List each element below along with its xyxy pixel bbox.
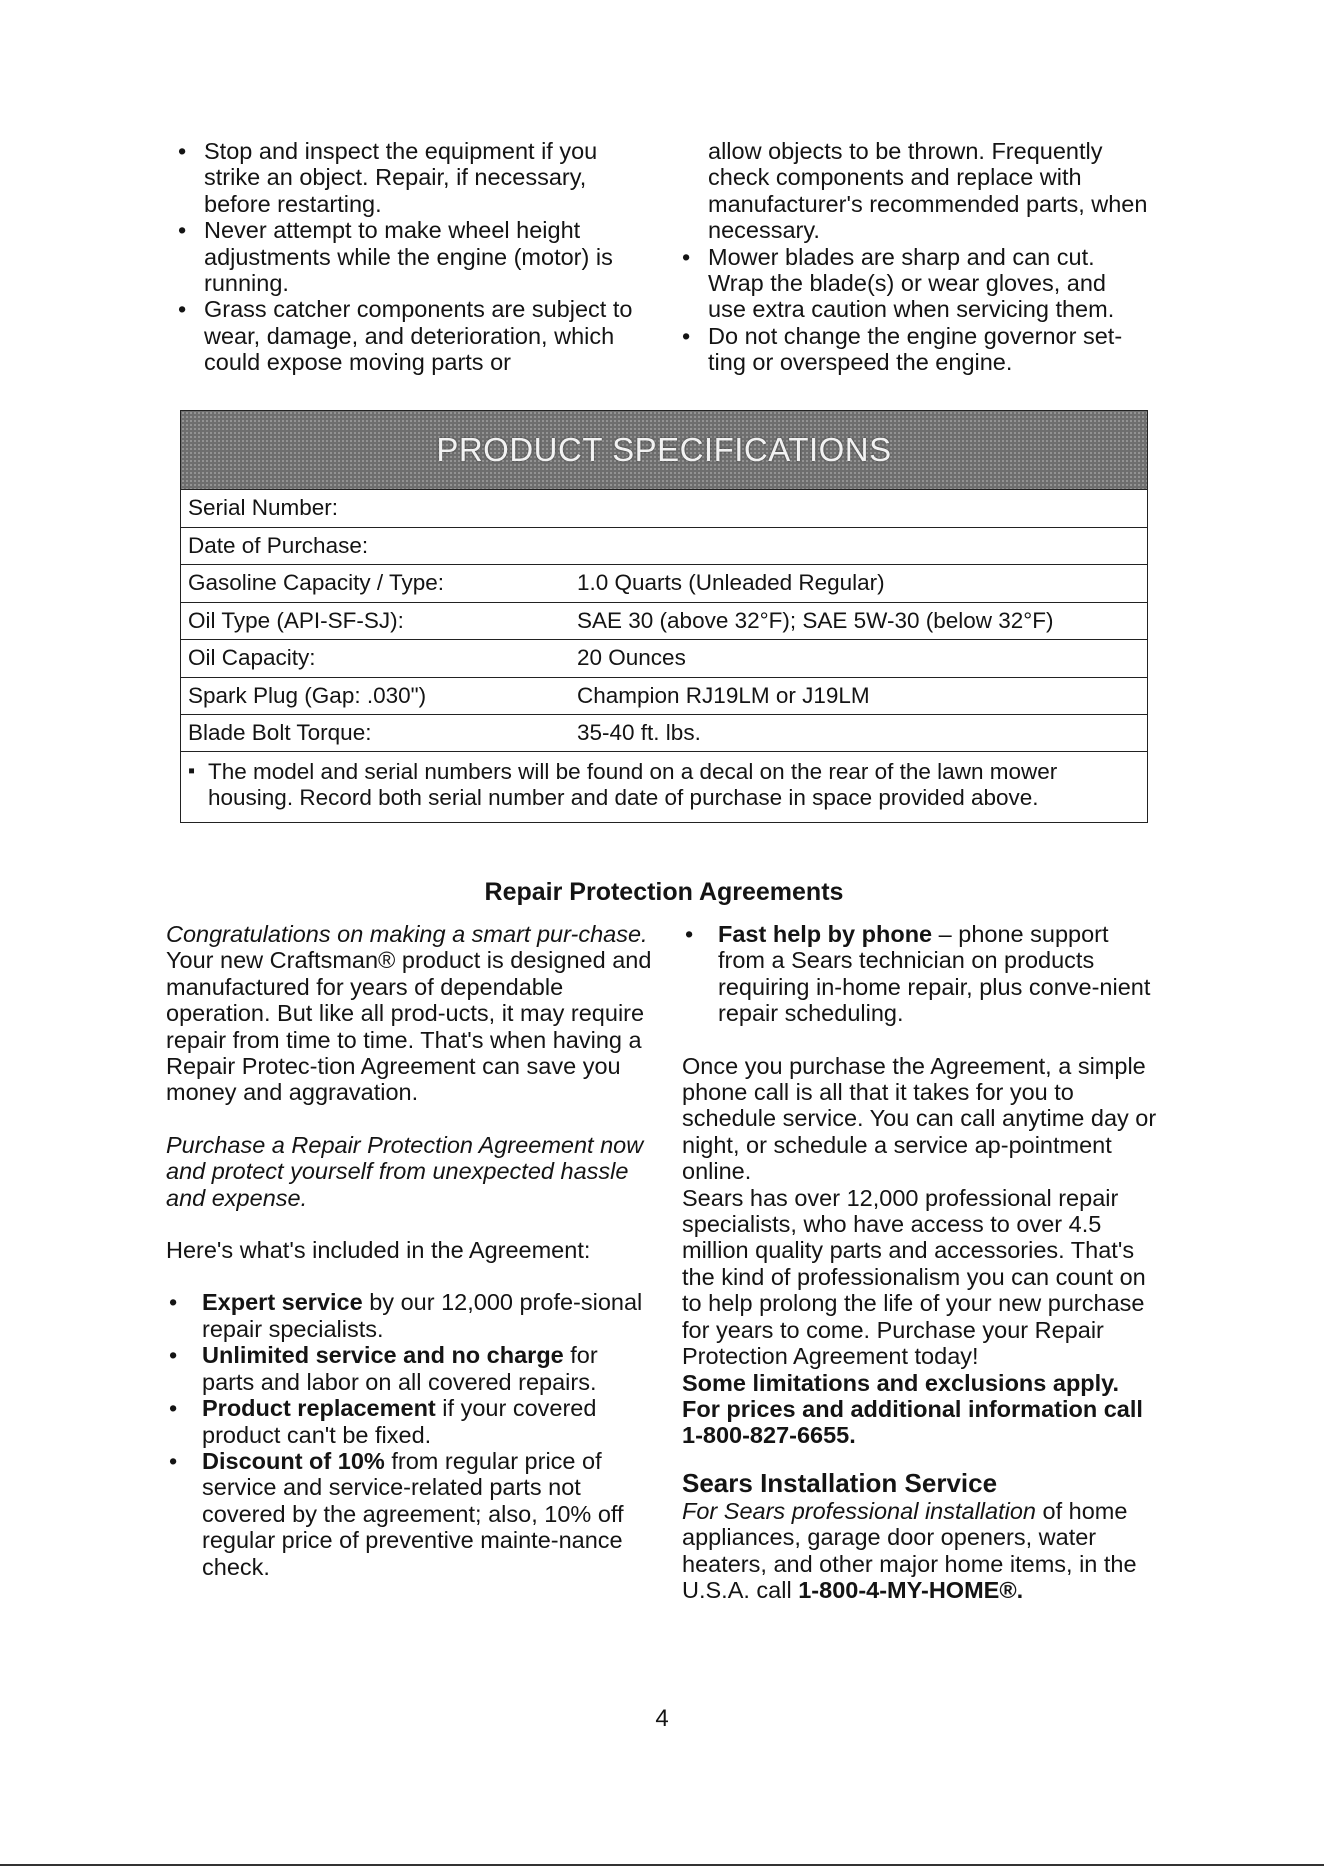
benefit-title: Fast help by phone xyxy=(718,921,933,947)
spec-label: Serial Number: xyxy=(188,495,339,520)
spec-row xyxy=(181,489,1147,527)
installation-text: of home appliances, garage door openers, water heaters, and other major home items, in the U.S.A. call xyxy=(682,1497,1137,1603)
benefit-title: Product replacement xyxy=(202,1395,436,1422)
benefit-text: if your covered product can't be fixed. xyxy=(202,1395,597,1448)
specifications-header xyxy=(181,411,1147,489)
safety-left-column xyxy=(176,138,646,376)
benefit-item xyxy=(166,1448,656,1580)
repair-protection-left-column xyxy=(166,921,656,1580)
repair-protection-heading: Repair Protection Agreements xyxy=(484,878,844,906)
spec-value: 20 Ounces xyxy=(577,645,686,670)
safety-item: • Grass catcher components are subject to wear, damage, and deterioration, which could expose moving parts or xyxy=(176,296,646,375)
safety-right-column xyxy=(680,138,1150,376)
spec-row xyxy=(181,527,1147,565)
benefit-item xyxy=(166,1289,656,1342)
spec-row xyxy=(181,639,1147,677)
intro-paragraph xyxy=(166,921,656,1106)
spec-label: Gasoline Capacity / Type: xyxy=(188,570,444,595)
sears-paragraph: Sears has over 12,000 professional repair specialists, who have access to over 4.5 million quality parts and accessories. That's the kind of professionalism you can count on to help prolong the life of your new purchase for years to come. Purchase your Repair Protection Agreement today! xyxy=(682,1184,1146,1370)
spec-value: Champion RJ19LM or J19LM xyxy=(577,682,870,708)
spec-value: 1.0 Quarts (Unleaded Regular) xyxy=(577,570,885,595)
installation-paragraph xyxy=(682,1498,1162,1604)
repair-protection-right-column xyxy=(682,921,1162,1603)
spec-row xyxy=(181,564,1147,602)
benefit-text: from regular price of service and service-related parts not covered by the agreement; also, 10% off regular price of preventive mainte-nance check. xyxy=(202,1447,624,1580)
safety-item: • Mower blades are sharp and can cut. Wrap the blade(s) or wear gloves, and use extra caution when servicing them. xyxy=(680,244,1150,323)
product-specifications-table xyxy=(180,410,1148,823)
benefit-title: Expert service xyxy=(202,1289,363,1316)
intro-italic: Congratulations on making a smart pur-chase. xyxy=(166,921,648,947)
installation-phone: 1-800-4-MY-HOME®. xyxy=(798,1576,1024,1603)
installation-italic: For Sears professional installation xyxy=(682,1497,1036,1524)
safety-continuation: allow objects to be thrown. Frequently check components and replace with manufacturer's recommended parts, when necessary. xyxy=(708,138,1148,244)
benefit-title: Discount of 10% xyxy=(202,1447,385,1474)
spec-label: Date of Purchase: xyxy=(188,532,369,558)
benefit-text: – phone support from a Sears technician on products requiring in-home repair, plus conve-nient repair scheduling. xyxy=(718,921,1151,1027)
spec-value: SAE 30 (above 32°F); SAE 5W-30 (below 32°F) xyxy=(577,607,1054,633)
installation-heading: Sears Installation Service xyxy=(682,1467,998,1498)
benefit-title: Unlimited service and no charge xyxy=(202,1342,564,1369)
intro-text: Your new Craftsman® product is designed and manufactured for years of dependable operation. But like all prod-ucts, it may require repair from time to time. That's when having a Repair Protec-tion Agreement can save you money and aggravation. xyxy=(166,947,652,1106)
spec-row xyxy=(181,602,1147,640)
safety-item: • Stop and inspect the equipment if you strike an object. Repair, if necessary, before restarting. xyxy=(176,138,646,217)
bottom-rule xyxy=(0,1864,1324,1866)
limitations-paragraph: Some limitations and exclusions apply. For prices and additional information call 1-800-827-6655. xyxy=(682,1369,1143,1449)
purchase-paragraph: Purchase a Repair Protection Agreement now and protect yourself from unexpected hassle and expense. xyxy=(166,1131,644,1211)
spec-value: 35-40 ft. lbs. xyxy=(577,720,701,745)
included-intro: Here's what's included in the Agreement: xyxy=(166,1237,591,1264)
benefit-item xyxy=(682,921,1162,1027)
benefit-text: for parts and labor on all covered repairs. xyxy=(202,1342,598,1395)
spec-row xyxy=(181,714,1147,752)
spec-label: Oil Capacity: xyxy=(188,645,316,670)
benefit-item xyxy=(166,1342,656,1395)
spec-label: Spark Plug (Gap: .030") xyxy=(188,682,427,708)
spec-label: Oil Type (API-SF-SJ): xyxy=(188,607,404,633)
specifications-title: PRODUCT SPECIFICATIONS xyxy=(436,431,892,468)
page-number: 4 xyxy=(655,1705,669,1732)
spec-row xyxy=(181,677,1147,715)
spec-label: Blade Bolt Torque: xyxy=(188,720,372,745)
safety-item: • Do not change the engine governor set-ting or overspeed the engine. xyxy=(680,323,1150,376)
benefit-text: by our 12,000 profe-sional repair specialists. xyxy=(202,1289,643,1342)
safety-item: • Never attempt to make wheel height adjustments while the engine (motor) is running. xyxy=(176,217,646,296)
benefit-item xyxy=(166,1395,656,1448)
specifications-note: ▪ The model and serial numbers will be found on a decal on the rear of the lawn mower housing. Record both serial number and date of purchase in space provided above. xyxy=(181,751,1147,824)
once-paragraph: Once you purchase the Agreement, a simple phone call is all that it takes for you to schedule service. You can call anytime day or night, or schedule a service ap-pointment online. xyxy=(682,1052,1157,1185)
